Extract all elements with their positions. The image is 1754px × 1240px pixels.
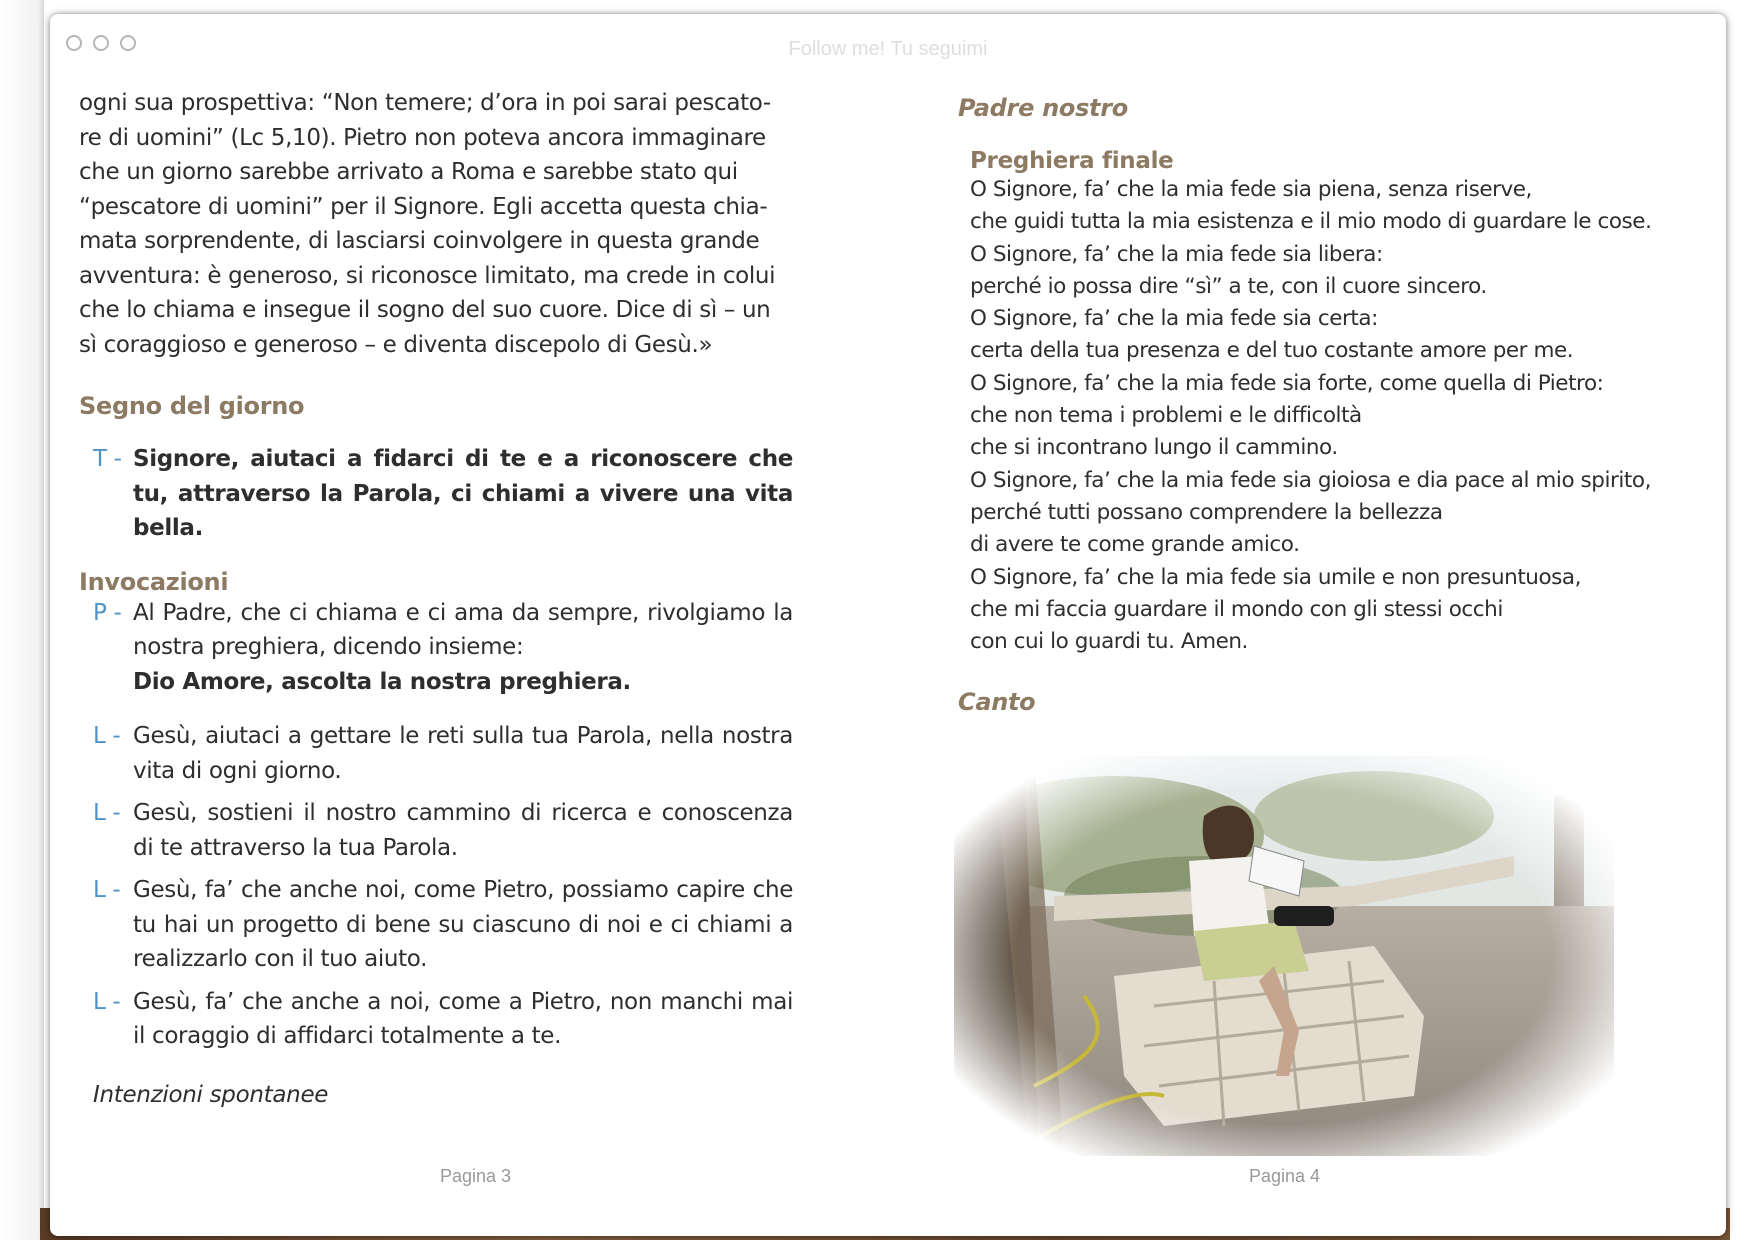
intenzioni-spontanee: Intenzioni spontanee xyxy=(93,1081,329,1108)
segno-heading: Segno del giorno xyxy=(79,392,305,420)
page-left xyxy=(79,86,793,1108)
text-line: mata sorprendente, di lasciarsi coinvolgere in questa grande xyxy=(79,228,760,254)
intro-paragraph xyxy=(79,86,793,362)
text-line: re di uomini” (Lc 5,10). Pietro non poteva ancora immaginare xyxy=(79,124,766,151)
invocazione-text: Gesù, sostieni il nostro cammino di ricerca e conoscenza di te attraverso la tua Parola. xyxy=(133,800,793,861)
title-bar[interactable] xyxy=(50,14,1726,94)
preghiera-finale xyxy=(970,148,1652,658)
page-number-right: Pagina 4 xyxy=(1249,1166,1321,1186)
segno-response xyxy=(79,442,793,546)
prayer-line: con cui lo guardi tu. Amen. xyxy=(970,629,1248,655)
prayer-line: certa della tua presenza e del tuo costante amore per me. xyxy=(970,338,1574,364)
text-line: avventura: è generoso, si riconosce limitato, ma crede in colui xyxy=(79,262,776,289)
prayer-line: O Signore, fa’ che la mia fede sia gioiosa e dia pace al mio spirito, xyxy=(970,467,1651,493)
preghiera-heading: Preghiera finale xyxy=(970,148,1174,174)
prayer-line: O Signore, fa’ che la mia fede sia piena, senza riserve, xyxy=(970,177,1532,202)
response-text: Signore, aiutaci a fidarci di te e a riconoscere che tu, attraverso la Parola, ci chiami a vivere una vita bella. xyxy=(133,446,793,541)
page-right xyxy=(906,86,1652,717)
padre-nostro-heading: Padre nostro xyxy=(958,94,1128,122)
response-marker: P - xyxy=(93,599,122,626)
prayer-line: O Signore, fa’ che la mia fede sia libera: xyxy=(970,241,1383,267)
text-line: sì coraggioso e generoso – e diventa discepolo di Gesù.» xyxy=(79,331,713,358)
background-edge xyxy=(0,0,44,1240)
invocazione-item xyxy=(79,985,793,1054)
reader-marker: L - xyxy=(93,800,121,826)
reader-marker: L - xyxy=(93,723,121,749)
reader-marker: L - xyxy=(93,988,121,1015)
photo-illustration xyxy=(954,756,1614,1156)
invocazioni-intro xyxy=(79,596,793,700)
reader-marker: L - xyxy=(93,877,121,903)
text-line: che un giorno sarebbe arrivato a Roma e sarebbe stato qui xyxy=(79,159,738,185)
text-line: che lo chiama e insegue il sogno del suo cuore. Dice di sì – un xyxy=(79,297,771,323)
invocazioni-heading: Invocazioni xyxy=(79,567,229,596)
prayer-line: perché io possa dire “sì” a te, con il cuore sincero. xyxy=(970,273,1487,299)
prayer-line: di avere te come grande amico. xyxy=(970,532,1300,558)
assembly-response: Dio Amore, ascolta la nostra preghiera. xyxy=(133,668,631,695)
prayer-line: O Signore, fa’ che la mia fede sia certa: xyxy=(970,306,1378,332)
response-marker: T - xyxy=(93,446,122,472)
prayer-line: che si incontrano lungo il cammino. xyxy=(970,435,1338,461)
prayer-line: perché tutti possano comprendere la bellezza xyxy=(970,499,1443,525)
intro-text: Al Padre, che ci chiama e ci ama da sempre, rivolgiamo la nostra preghiera, dicendo insieme: xyxy=(133,599,793,660)
prayer-line: O Signore, fa’ che la mia fede sia forte, come quella di Pietro: xyxy=(970,370,1604,396)
page-number-left: Pagina 3 xyxy=(440,1166,512,1186)
canto-heading: Canto xyxy=(958,688,1036,717)
text-line: “pescatore di uomini” per il Signore. Egli accetta questa chia- xyxy=(79,193,768,220)
invocazione-text: Gesù, aiutaci a gettare le reti sulla tua Parola, nella nostra vita di ogni giorno. xyxy=(133,723,793,784)
prayer-line: che non tema i problemi e le difficoltà xyxy=(970,403,1362,429)
invocazione-text: Gesù, fa’ che anche a noi, come a Pietro, non manchi mai il coraggio di affidarci totalmente a te. xyxy=(133,988,793,1049)
prayer-line: che mi faccia guardare il mondo con gli stessi occhi xyxy=(970,596,1503,622)
prayer-line: che guidi tutta la mia esistenza e il mio modo di guardare le cose. xyxy=(970,209,1652,235)
girl-reading-photo xyxy=(954,756,1614,1156)
invocazione-item xyxy=(79,719,793,788)
invocazione-item xyxy=(79,796,793,865)
invocazione-item xyxy=(79,873,793,977)
text-line: ogni sua prospettiva: “Non temere; d’ora in poi sarai pescato- xyxy=(79,90,771,116)
prayer-line: O Signore, fa’ che la mia fede sia umile e non presuntuosa, xyxy=(970,564,1582,590)
invocazione-text: Gesù, fa’ che anche noi, come Pietro, possiamo capire che tu hai un progetto di bene su ciascuno di noi e ci chiami a realizzarlo con il tuo aiuto. xyxy=(133,877,793,972)
intro-text-block xyxy=(133,596,793,700)
window-title: Follow me! Tu seguimi xyxy=(788,38,988,60)
